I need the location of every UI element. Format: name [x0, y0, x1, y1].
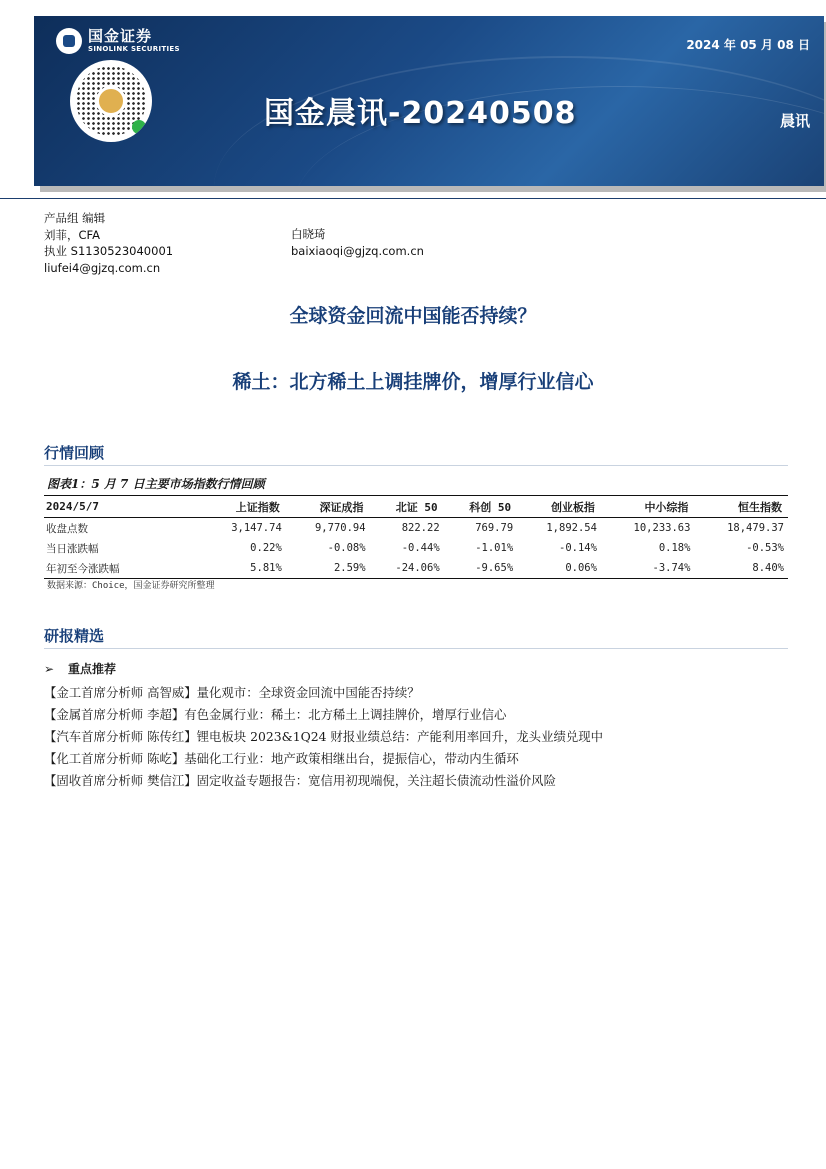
- company-logo: [56, 28, 180, 54]
- table-title: 图表1：5 月 7 日主要市场指数行情回顾: [47, 477, 265, 491]
- table-cell: 8.40%: [694, 558, 788, 579]
- column-header: 创业板指: [517, 496, 601, 518]
- table-row: [44, 558, 788, 579]
- research-report-list: [44, 682, 603, 792]
- report-title: 国金晨讯-20240508: [264, 96, 577, 131]
- table-cell: 3,147.74: [231, 522, 282, 534]
- headline: 全球资金回流中国能否持续？: [289, 305, 537, 327]
- report-item: 【汽车首席分析师 陈传红】锂电板块 2023&1Q24 财报业绩总结：产能利用率回升，龙头业绩兑现中: [44, 729, 604, 744]
- author-block-1: [44, 210, 173, 276]
- table-cell: -0.08%: [327, 542, 366, 554]
- report-date: 2024 年 05 月 08 日: [686, 38, 810, 52]
- table-cell: -9.65%: [444, 558, 518, 579]
- column-header: 恒生指数: [694, 496, 788, 518]
- table-cell: -1.01%: [475, 542, 514, 554]
- headline: 稀土：北方稀土上调挂牌价，增厚行业信心: [232, 371, 594, 393]
- author-name: 刘菲，CFA: [44, 227, 100, 242]
- table-cell: 769.79: [475, 522, 514, 534]
- table-header-row: [44, 496, 788, 518]
- editor-group: 产品组 编辑: [44, 211, 106, 225]
- logo-name-en: SINOLINK SECURITIES: [88, 45, 180, 53]
- section-title-research: 研报精选: [44, 627, 105, 645]
- column-header: 北证 50: [370, 496, 444, 518]
- table-cell: 10,233.63: [633, 522, 691, 534]
- section-divider: [44, 648, 788, 649]
- logo-name-cn: 国金证券: [88, 27, 153, 45]
- table-cell: -24.06%: [370, 558, 444, 579]
- row-label: 收盘点数: [46, 522, 88, 535]
- report-item: 【固收首席分析师 樊信江】固定收益专题报告：宽信用初现端倪，关注超长债流动性溢价风险: [44, 773, 556, 788]
- author-name: 白晓琦: [291, 227, 326, 241]
- author-block-2: [291, 226, 424, 259]
- row-label: 年初至今涨跌幅: [44, 558, 202, 579]
- table-cell: 822.22: [401, 522, 440, 534]
- table-cell: 1,892.54: [546, 522, 597, 534]
- author-license: 执业 S1130523040001: [44, 244, 174, 258]
- table-cell: -0.53%: [746, 542, 784, 554]
- table-cell: 18,479.37: [727, 522, 784, 534]
- report-item: 【化工首席分析师 陈屹】基础化工行业：地产政策相继出台，提振信心，带动内生循环: [44, 751, 519, 766]
- report-item: 【金工首席分析师 高智威】量化观市：全球资金回流中国能否持续？: [44, 685, 420, 700]
- column-header: 科创 50: [444, 496, 518, 518]
- section-divider: [44, 465, 788, 466]
- column-header: 2024/5/7: [44, 496, 202, 518]
- report-item: 【金属首席分析师 李超】有色金属行业：稀土：北方稀土上调挂牌价，增厚行业信心: [44, 707, 507, 722]
- column-header: 中小综指: [601, 496, 695, 518]
- column-header: 深证成指: [286, 496, 370, 518]
- row-label: 当日涨跌幅: [46, 542, 99, 555]
- highlight-label: 重点推荐: [68, 662, 117, 676]
- report-type-tag: 晨讯: [779, 112, 810, 130]
- table-cell: 2.59%: [286, 558, 370, 579]
- data-source-note: 数据来源：Choice，国金证券研究所整理: [47, 581, 215, 591]
- table-cell: 0.22%: [250, 542, 282, 554]
- table-cell: 9,770.94: [314, 522, 366, 534]
- column-header: 上证指数: [202, 496, 286, 518]
- table-cell: 0.06%: [517, 558, 601, 579]
- highlight-heading: [44, 660, 116, 677]
- table-row: [44, 538, 788, 558]
- arrow-bullet-icon: ➢: [44, 662, 55, 676]
- market-index-table: [44, 495, 788, 579]
- header-divider: [0, 198, 826, 199]
- author-email: liufei4@gjzq.com.cn: [44, 260, 161, 275]
- header-banner: [34, 16, 824, 186]
- table-row: [44, 518, 788, 539]
- author-email: baixiaoqi@gjzq.com.cn: [291, 243, 424, 258]
- logo-icon: [56, 28, 82, 54]
- table-cell: 0.18%: [658, 542, 691, 554]
- table-cell: -0.44%: [401, 542, 440, 554]
- table-cell: -0.14%: [559, 542, 597, 554]
- table-cell: -3.74%: [601, 558, 695, 579]
- section-title-market: 行情回顾: [44, 444, 105, 462]
- qr-code-icon: [70, 60, 152, 142]
- table-cell: 5.81%: [202, 558, 286, 579]
